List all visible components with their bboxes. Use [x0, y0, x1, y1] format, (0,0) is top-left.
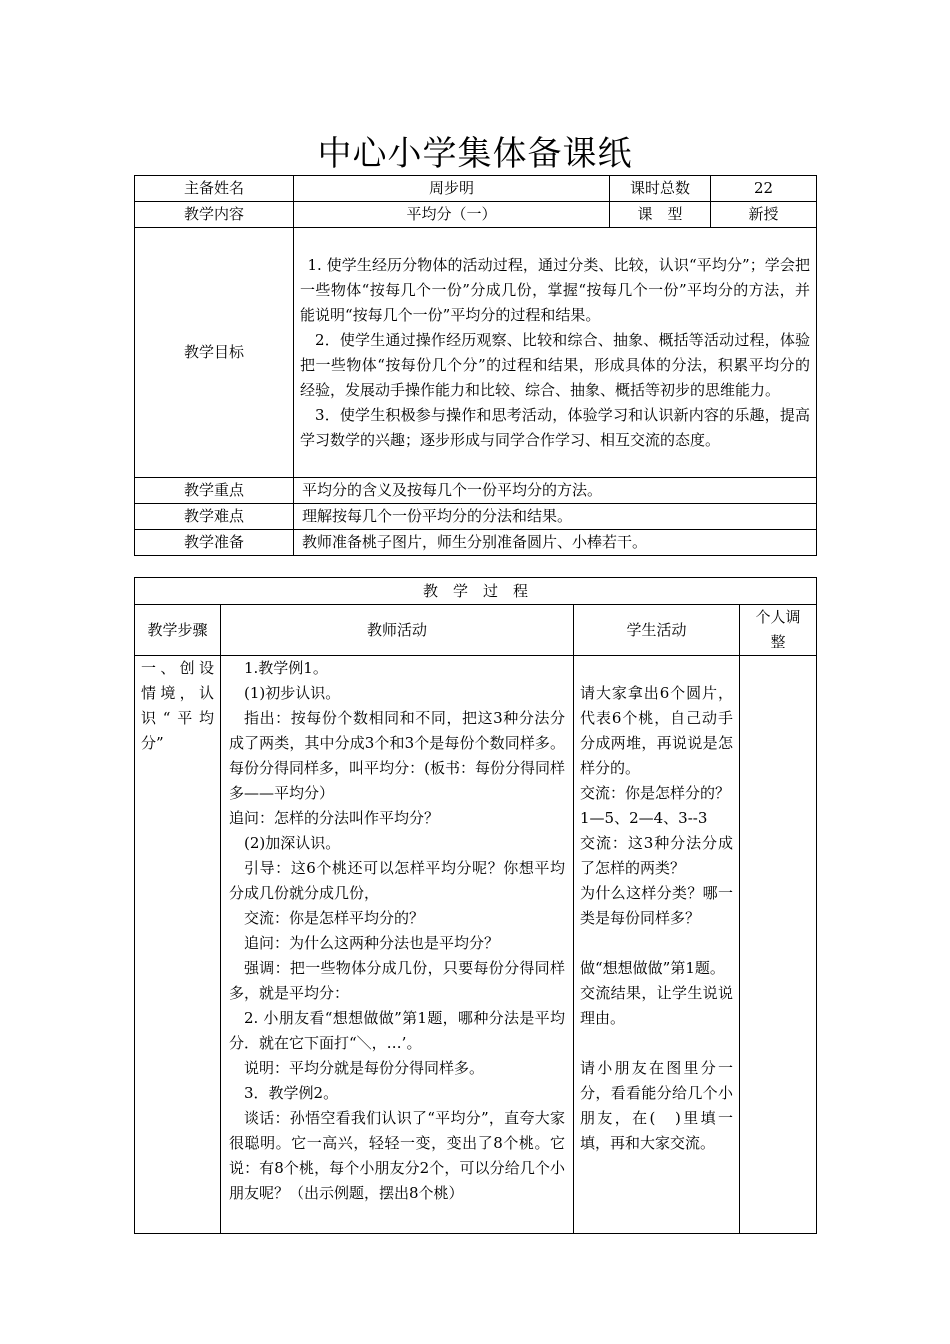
hours-label: 课时总数 — [610, 176, 711, 202]
step-cell — [135, 656, 221, 1234]
difficulty-label: 教学难点 — [135, 504, 294, 530]
teacher-line: (2)加深认识。 — [244, 834, 341, 852]
header-step: 教学步骤 — [135, 605, 221, 656]
teacher-line: 2. 小朋友看“想想做做”第1题，哪种分法是平均分．就在它下面打“＼，…’。 — [229, 1009, 565, 1052]
student-line: 请小朋友在图里分一分，看看能分给几个小朋友，在( )里填一填，再和大家交流。 — [580, 1059, 733, 1152]
teacher-line: 说明：平均分就是每份分得同样多。 — [244, 1059, 485, 1077]
teacher-activity — [221, 656, 574, 1234]
goal-item-3: 3．使学生积极参与操作和思考活动，体验学习和认识新内容的乐趣，提高学习数学的兴趣；逐步形成与同学合作学习、相互交流的态度。 — [300, 405, 810, 449]
student-line: 交流结果，让学生说说理由。 — [580, 984, 733, 1027]
difficulty-value: 理解按每几个一份平均分的分法和结果。 — [294, 504, 817, 530]
header-student: 学生活动 — [574, 605, 740, 656]
preparer-label: 主备姓名 — [135, 176, 294, 202]
hours-value: 22 — [711, 176, 817, 202]
key-point-label: 教学重点 — [135, 478, 294, 504]
student-activity — [574, 656, 740, 1234]
teacher-line: 指出：按每份个数相同和不同，把这3种分法分成了两类，其中分成3个和3个是每份个数同样多。每份分得同样多，叫平均分：(板书：每份分得同样多——平均分） — [229, 709, 565, 802]
teacher-line: 引导：这6个桃还可以怎样平均分呢？你想平均分成几份就分成几份， — [229, 859, 565, 902]
teacher-line: 1.教学例1。 — [244, 659, 328, 677]
preparer-value: 周步明 — [294, 176, 610, 202]
content-label: 教学内容 — [135, 202, 294, 228]
student-line: 做“想想做做”第1题。 — [580, 959, 725, 977]
student-line: 交流：你是怎样分的？ — [580, 784, 731, 802]
preparation-label: 教学准备 — [135, 530, 294, 556]
teacher-line: (1)初步认识。 — [244, 684, 341, 702]
header-teacher: 教师活动 — [221, 605, 574, 656]
goal-item-1: 1. 使学生经历分物体的活动过程，通过分类、比较，认识“平均分”；学会把一些物体“按每几个一份”分成几份，掌握“按每几个一份”平均分的方法，并能说明“按每几个一份”平均分的过程和结果。 — [300, 255, 810, 324]
goal-item-2: 2．使学生通过操作经历观察、比较和综合、抽象、概括等活动过程，体验把一些物体“按每份几个分”的过程和结果，形成具体的分法，积累平均分的经验，发展动手操作能力和比较、综合、抽象、概括等初步的思维能力。 — [300, 330, 810, 399]
process-heading: 教 学 过 程 — [135, 578, 817, 605]
type-value: 新授 — [711, 202, 817, 228]
student-line: 1—5、2—4、3--3 — [580, 809, 708, 827]
goals-label: 教学目标 — [135, 228, 294, 478]
header-adjust: 个人调整 — [740, 605, 817, 656]
teacher-line: 谈话：孙悟空看我们认识了“平均分”，直夸大家很聪明。它一高兴，轻轻一变，变出了8个桃。它说：有8个桃，每个小朋友分2个，可以分给几个小朋友呢？（出示例题，摆出8个桃） — [229, 1109, 565, 1202]
process-table — [134, 577, 817, 1234]
info-table — [134, 175, 817, 556]
student-line: 为什么这样分类？哪一类是每份同样多？ — [580, 884, 733, 927]
adjust-cell — [740, 656, 817, 1234]
teacher-line: 强调：把一些物体分成几份，只要每份分得同样多，就是平均分： — [229, 959, 565, 1002]
key-point-value: 平均分的含义及按每几个一份平均分的方法。 — [294, 478, 817, 504]
content-value: 平均分（一） — [294, 202, 610, 228]
goals-content — [294, 228, 817, 478]
teacher-line: 3．教学例2。 — [244, 1084, 339, 1102]
student-line: 请大家拿出6个圆片，代表6个桃，自己动手分成两堆，再说说是怎样分的。 — [580, 684, 733, 777]
spacer — [580, 931, 733, 956]
type-label: 课 型 — [610, 202, 711, 228]
teacher-line: 追问：为什么这两种分法也是平均分？ — [244, 934, 500, 952]
student-line: 交流：这3种分法分成了怎样的两类？ — [580, 834, 733, 877]
teacher-line: 交流：你是怎样平均分的？ — [244, 909, 425, 927]
teacher-line: 追问：怎样的分法叫作平均分？ — [229, 809, 440, 827]
step-text: 一、创设情境，认识“平均分” — [141, 659, 214, 752]
page-title: 中心小学集体备课纸 — [317, 134, 633, 174]
spacer — [580, 1031, 733, 1056]
preparation-value: 教师准备桃子图片，师生分别准备圆片、小棒若干。 — [294, 530, 817, 556]
